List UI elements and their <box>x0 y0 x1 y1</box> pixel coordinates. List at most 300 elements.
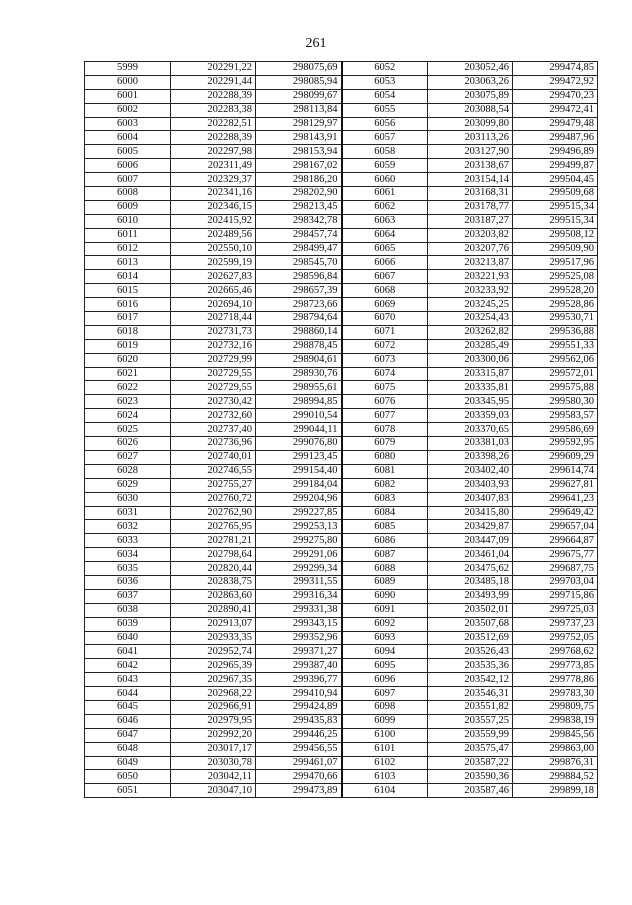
point-number-left-cell: 6045 <box>85 700 171 714</box>
point-number-right-cell: 6058 <box>342 145 428 159</box>
table-row <box>85 617 598 631</box>
y-coordinate-right-cell: 299649,42 <box>513 506 598 520</box>
y-coordinate-right-cell: 299614,74 <box>513 464 598 478</box>
point-number-left-cell: 6042 <box>85 659 171 673</box>
point-number-right-cell: 6059 <box>342 159 428 173</box>
point-number-left-cell: 6032 <box>85 520 171 534</box>
x-coordinate-right-cell: 203415,80 <box>428 506 513 520</box>
point-number-right-cell: 6096 <box>342 673 428 687</box>
y-coordinate-left-cell: 298878,45 <box>256 339 342 353</box>
x-coordinate-left-cell: 202346,15 <box>171 200 256 214</box>
y-coordinate-left-cell: 298202,90 <box>256 187 342 201</box>
point-number-left-cell: 6000 <box>85 75 171 89</box>
x-coordinate-right-cell: 203099,80 <box>428 117 513 131</box>
x-coordinate-left-cell: 203047,10 <box>171 784 256 798</box>
table-row <box>85 492 598 506</box>
y-coordinate-right-cell: 299525,08 <box>513 270 598 284</box>
y-coordinate-left-cell: 299410,94 <box>256 687 342 701</box>
x-coordinate-right-cell: 203507,68 <box>428 617 513 631</box>
point-number-right-cell: 6073 <box>342 353 428 367</box>
y-coordinate-right-cell: 299472,41 <box>513 103 598 117</box>
x-coordinate-right-cell: 203315,87 <box>428 367 513 381</box>
y-coordinate-right-cell: 299472,92 <box>513 75 598 89</box>
table-row <box>85 756 598 770</box>
y-coordinate-right-cell: 299725,03 <box>513 603 598 617</box>
x-coordinate-right-cell: 203178,77 <box>428 200 513 214</box>
point-number-right-cell: 6071 <box>342 325 428 339</box>
x-coordinate-left-cell: 202781,21 <box>171 534 256 548</box>
point-number-left-cell: 6012 <box>85 242 171 256</box>
point-number-right-cell: 6084 <box>342 506 428 520</box>
y-coordinate-left-cell: 299044,11 <box>256 423 342 437</box>
x-coordinate-right-cell: 203168,31 <box>428 187 513 201</box>
point-number-left-cell: 6011 <box>85 228 171 242</box>
y-coordinate-right-cell: 299783,30 <box>513 687 598 701</box>
point-number-left-cell: 6006 <box>85 159 171 173</box>
x-coordinate-right-cell: 203485,18 <box>428 575 513 589</box>
point-number-right-cell: 6053 <box>342 75 428 89</box>
point-number-left-cell: 6046 <box>85 714 171 728</box>
point-number-left-cell: 6050 <box>85 770 171 784</box>
table-row <box>85 548 598 562</box>
x-coordinate-left-cell: 202732,16 <box>171 339 256 353</box>
page-number: 261 <box>305 36 327 51</box>
y-coordinate-right-cell: 299809,75 <box>513 700 598 714</box>
y-coordinate-left-cell: 299275,80 <box>256 534 342 548</box>
y-coordinate-left-cell: 299343,15 <box>256 617 342 631</box>
y-coordinate-right-cell: 299838,19 <box>513 714 598 728</box>
x-coordinate-right-cell: 203381,03 <box>428 437 513 451</box>
table-row <box>85 631 598 645</box>
point-number-right-cell: 6087 <box>342 548 428 562</box>
table-row <box>85 645 598 659</box>
point-number-left-cell: 6014 <box>85 270 171 284</box>
table-row <box>85 423 598 437</box>
x-coordinate-left-cell: 202729,99 <box>171 353 256 367</box>
point-number-right-cell: 6057 <box>342 131 428 145</box>
table-row <box>85 395 598 409</box>
point-number-right-cell: 6091 <box>342 603 428 617</box>
point-number-right-cell: 6101 <box>342 742 428 756</box>
x-coordinate-left-cell: 202311,49 <box>171 159 256 173</box>
point-number-left-cell: 6025 <box>85 423 171 437</box>
y-coordinate-right-cell: 299470,23 <box>513 89 598 103</box>
y-coordinate-left-cell: 299010,54 <box>256 409 342 423</box>
point-number-left-cell: 6027 <box>85 450 171 464</box>
point-number-right-cell: 6095 <box>342 659 428 673</box>
x-coordinate-right-cell: 203398,26 <box>428 450 513 464</box>
point-number-right-cell: 6090 <box>342 589 428 603</box>
x-coordinate-left-cell: 202718,44 <box>171 312 256 326</box>
table-row <box>85 575 598 589</box>
table-row <box>85 437 598 451</box>
x-coordinate-left-cell: 202415,92 <box>171 214 256 228</box>
x-coordinate-left-cell: 202967,35 <box>171 673 256 687</box>
x-coordinate-right-cell: 203535,36 <box>428 659 513 673</box>
x-coordinate-right-cell: 203359,03 <box>428 409 513 423</box>
point-number-left-cell: 6016 <box>85 298 171 312</box>
x-coordinate-left-cell: 202798,64 <box>171 548 256 562</box>
point-number-left-cell: 6036 <box>85 575 171 589</box>
point-number-right-cell: 6068 <box>342 284 428 298</box>
y-coordinate-right-cell: 299528,86 <box>513 298 598 312</box>
table-row <box>85 742 598 756</box>
y-coordinate-left-cell: 299291,06 <box>256 548 342 562</box>
table-row <box>85 173 598 187</box>
table-row <box>85 659 598 673</box>
x-coordinate-right-cell: 203345,95 <box>428 395 513 409</box>
x-coordinate-right-cell: 203429,87 <box>428 520 513 534</box>
y-coordinate-left-cell: 299331,38 <box>256 603 342 617</box>
table-row <box>85 312 598 326</box>
x-coordinate-right-cell: 203154,14 <box>428 173 513 187</box>
x-coordinate-left-cell: 202283,38 <box>171 103 256 117</box>
x-coordinate-left-cell: 202731,73 <box>171 325 256 339</box>
y-coordinate-right-cell: 299627,81 <box>513 478 598 492</box>
y-coordinate-right-cell: 299687,75 <box>513 562 598 576</box>
point-number-right-cell: 6097 <box>342 687 428 701</box>
x-coordinate-right-cell: 203221,93 <box>428 270 513 284</box>
point-number-left-cell: 6019 <box>85 339 171 353</box>
table-row <box>85 242 598 256</box>
y-coordinate-left-cell: 299311,55 <box>256 575 342 589</box>
point-number-left-cell: 6028 <box>85 464 171 478</box>
point-number-right-cell: 6067 <box>342 270 428 284</box>
x-coordinate-right-cell: 203590,36 <box>428 770 513 784</box>
y-coordinate-left-cell: 299470,66 <box>256 770 342 784</box>
point-number-left-cell: 6037 <box>85 589 171 603</box>
y-coordinate-left-cell: 298143,91 <box>256 131 342 145</box>
x-coordinate-right-cell: 203587,22 <box>428 756 513 770</box>
x-coordinate-left-cell: 202729,55 <box>171 381 256 395</box>
point-number-right-cell: 6063 <box>342 214 428 228</box>
x-coordinate-left-cell: 202694,10 <box>171 298 256 312</box>
point-number-left-cell: 6017 <box>85 312 171 326</box>
x-coordinate-right-cell: 203559,99 <box>428 728 513 742</box>
point-number-right-cell: 6054 <box>342 89 428 103</box>
point-number-right-cell: 6079 <box>342 437 428 451</box>
y-coordinate-right-cell: 299664,87 <box>513 534 598 548</box>
table-row <box>85 214 598 228</box>
point-number-right-cell: 6080 <box>342 450 428 464</box>
y-coordinate-left-cell: 298657,39 <box>256 284 342 298</box>
point-number-left-cell: 6031 <box>85 506 171 520</box>
y-coordinate-right-cell: 299572,01 <box>513 367 598 381</box>
y-coordinate-right-cell: 299884,52 <box>513 770 598 784</box>
x-coordinate-left-cell: 202765,95 <box>171 520 256 534</box>
y-coordinate-left-cell: 298153,94 <box>256 145 342 159</box>
y-coordinate-left-cell: 299387,40 <box>256 659 342 673</box>
point-number-right-cell: 6075 <box>342 381 428 395</box>
y-coordinate-left-cell: 298213,45 <box>256 200 342 214</box>
x-coordinate-right-cell: 203587,46 <box>428 784 513 798</box>
y-coordinate-right-cell: 299504,45 <box>513 173 598 187</box>
y-coordinate-right-cell: 299509,90 <box>513 242 598 256</box>
point-number-left-cell: 6009 <box>85 200 171 214</box>
point-number-left-cell: 6038 <box>85 603 171 617</box>
point-number-left-cell: 6048 <box>85 742 171 756</box>
y-coordinate-left-cell: 299371,27 <box>256 645 342 659</box>
x-coordinate-left-cell: 202730,42 <box>171 395 256 409</box>
table-row <box>85 284 598 298</box>
y-coordinate-right-cell: 299509,68 <box>513 187 598 201</box>
point-number-left-cell: 6001 <box>85 89 171 103</box>
table-row <box>85 159 598 173</box>
point-number-right-cell: 6082 <box>342 478 428 492</box>
y-coordinate-left-cell: 299253,13 <box>256 520 342 534</box>
point-number-left-cell: 5999 <box>85 62 171 76</box>
y-coordinate-left-cell: 299352,96 <box>256 631 342 645</box>
y-coordinate-left-cell: 299154,40 <box>256 464 342 478</box>
y-coordinate-right-cell: 299845,56 <box>513 728 598 742</box>
table-row <box>85 450 598 464</box>
y-coordinate-right-cell: 299515,34 <box>513 214 598 228</box>
table-row <box>85 520 598 534</box>
point-number-left-cell: 6018 <box>85 325 171 339</box>
y-coordinate-right-cell: 299768,62 <box>513 645 598 659</box>
point-number-right-cell: 6103 <box>342 770 428 784</box>
point-number-right-cell: 6099 <box>342 714 428 728</box>
x-coordinate-left-cell: 202820,44 <box>171 562 256 576</box>
x-coordinate-left-cell: 202627,83 <box>171 270 256 284</box>
x-coordinate-left-cell: 202760,72 <box>171 492 256 506</box>
y-coordinate-left-cell: 298545,70 <box>256 256 342 270</box>
y-coordinate-left-cell: 298994,85 <box>256 395 342 409</box>
table-row <box>85 784 598 798</box>
coordinates-table-body <box>85 62 598 798</box>
x-coordinate-right-cell: 203526,43 <box>428 645 513 659</box>
table-row <box>85 409 598 423</box>
point-number-right-cell: 6088 <box>342 562 428 576</box>
y-coordinate-right-cell: 299899,18 <box>513 784 598 798</box>
x-coordinate-left-cell: 202282,51 <box>171 117 256 131</box>
y-coordinate-right-cell: 299580,30 <box>513 395 598 409</box>
point-number-left-cell: 6043 <box>85 673 171 687</box>
y-coordinate-right-cell: 299592,95 <box>513 437 598 451</box>
x-coordinate-left-cell: 202965,39 <box>171 659 256 673</box>
y-coordinate-left-cell: 298794,64 <box>256 312 342 326</box>
y-coordinate-left-cell: 298955,61 <box>256 381 342 395</box>
point-number-left-cell: 6024 <box>85 409 171 423</box>
point-number-left-cell: 6015 <box>85 284 171 298</box>
x-coordinate-left-cell: 202341,16 <box>171 187 256 201</box>
y-coordinate-right-cell: 299536,88 <box>513 325 598 339</box>
table-row <box>85 728 598 742</box>
point-number-right-cell: 6083 <box>342 492 428 506</box>
y-coordinate-right-cell: 299515,34 <box>513 200 598 214</box>
table-row <box>85 89 598 103</box>
x-coordinate-right-cell: 203493,99 <box>428 589 513 603</box>
y-coordinate-left-cell: 298129,97 <box>256 117 342 131</box>
x-coordinate-left-cell: 202992,20 <box>171 728 256 742</box>
x-coordinate-left-cell: 202913,07 <box>171 617 256 631</box>
x-coordinate-right-cell: 203233,92 <box>428 284 513 298</box>
point-number-right-cell: 6085 <box>342 520 428 534</box>
y-coordinate-left-cell: 298075,69 <box>256 62 342 76</box>
table-row <box>85 200 598 214</box>
table-row <box>85 145 598 159</box>
y-coordinate-right-cell: 299487,96 <box>513 131 598 145</box>
table-row <box>85 75 598 89</box>
x-coordinate-left-cell: 202740,01 <box>171 450 256 464</box>
table-row <box>85 62 598 76</box>
point-number-left-cell: 6039 <box>85 617 171 631</box>
point-number-left-cell: 6007 <box>85 173 171 187</box>
x-coordinate-right-cell: 203213,87 <box>428 256 513 270</box>
point-number-left-cell: 6035 <box>85 562 171 576</box>
point-number-right-cell: 6052 <box>342 62 428 76</box>
y-coordinate-left-cell: 298342,78 <box>256 214 342 228</box>
x-coordinate-left-cell: 202736,96 <box>171 437 256 451</box>
x-coordinate-left-cell: 202297,98 <box>171 145 256 159</box>
table-row <box>85 603 598 617</box>
y-coordinate-left-cell: 299299,34 <box>256 562 342 576</box>
y-coordinate-right-cell: 299508,12 <box>513 228 598 242</box>
x-coordinate-right-cell: 203075,89 <box>428 89 513 103</box>
x-coordinate-right-cell: 203447,09 <box>428 534 513 548</box>
point-number-right-cell: 6100 <box>342 728 428 742</box>
y-coordinate-left-cell: 299123,45 <box>256 450 342 464</box>
y-coordinate-right-cell: 299562,06 <box>513 353 598 367</box>
x-coordinate-left-cell: 203017,17 <box>171 742 256 756</box>
x-coordinate-right-cell: 203403,93 <box>428 478 513 492</box>
x-coordinate-left-cell: 202665,46 <box>171 284 256 298</box>
point-number-left-cell: 6044 <box>85 687 171 701</box>
x-coordinate-left-cell: 202291,44 <box>171 75 256 89</box>
x-coordinate-left-cell: 202550,10 <box>171 242 256 256</box>
x-coordinate-left-cell: 202838,75 <box>171 575 256 589</box>
x-coordinate-right-cell: 203285,49 <box>428 339 513 353</box>
y-coordinate-left-cell: 298167,02 <box>256 159 342 173</box>
point-number-right-cell: 6078 <box>342 423 428 437</box>
x-coordinate-left-cell: 202746,55 <box>171 464 256 478</box>
y-coordinate-right-cell: 299528,20 <box>513 284 598 298</box>
coordinates-table-container <box>84 61 597 798</box>
x-coordinate-right-cell: 203187,27 <box>428 214 513 228</box>
y-coordinate-left-cell: 299461,07 <box>256 756 342 770</box>
x-coordinate-right-cell: 203207,76 <box>428 242 513 256</box>
table-row <box>85 562 598 576</box>
y-coordinate-right-cell: 299496,89 <box>513 145 598 159</box>
point-number-right-cell: 6081 <box>342 464 428 478</box>
point-number-left-cell: 6040 <box>85 631 171 645</box>
table-row <box>85 325 598 339</box>
y-coordinate-left-cell: 298499,47 <box>256 242 342 256</box>
table-row <box>85 687 598 701</box>
y-coordinate-right-cell: 299609,29 <box>513 450 598 464</box>
x-coordinate-right-cell: 203254,43 <box>428 312 513 326</box>
x-coordinate-left-cell: 202729,55 <box>171 367 256 381</box>
y-coordinate-left-cell: 298860,14 <box>256 325 342 339</box>
x-coordinate-right-cell: 203370,65 <box>428 423 513 437</box>
point-number-right-cell: 6061 <box>342 187 428 201</box>
table-row <box>85 381 598 395</box>
x-coordinate-left-cell: 202732,60 <box>171 409 256 423</box>
point-number-right-cell: 6069 <box>342 298 428 312</box>
y-coordinate-left-cell: 298113,84 <box>256 103 342 117</box>
y-coordinate-right-cell: 299737,23 <box>513 617 598 631</box>
point-number-left-cell: 6030 <box>85 492 171 506</box>
table-row <box>85 187 598 201</box>
y-coordinate-left-cell: 299396,77 <box>256 673 342 687</box>
y-coordinate-right-cell: 299703,04 <box>513 575 598 589</box>
point-number-left-cell: 6034 <box>85 548 171 562</box>
y-coordinate-right-cell: 299752,05 <box>513 631 598 645</box>
x-coordinate-right-cell: 203512,69 <box>428 631 513 645</box>
y-coordinate-right-cell: 299586,69 <box>513 423 598 437</box>
y-coordinate-right-cell: 299499,87 <box>513 159 598 173</box>
y-coordinate-right-cell: 299715,86 <box>513 589 598 603</box>
table-row <box>85 506 598 520</box>
point-number-right-cell: 6055 <box>342 103 428 117</box>
y-coordinate-right-cell: 299641,23 <box>513 492 598 506</box>
point-number-right-cell: 6104 <box>342 784 428 798</box>
x-coordinate-left-cell: 202933,35 <box>171 631 256 645</box>
x-coordinate-left-cell: 203042,11 <box>171 770 256 784</box>
x-coordinate-right-cell: 203502,01 <box>428 603 513 617</box>
x-coordinate-right-cell: 203461,04 <box>428 548 513 562</box>
x-coordinate-left-cell: 202863,60 <box>171 589 256 603</box>
table-row <box>85 256 598 270</box>
table-row <box>85 117 598 131</box>
point-number-right-cell: 6094 <box>342 645 428 659</box>
y-coordinate-right-cell: 299863,00 <box>513 742 598 756</box>
y-coordinate-right-cell: 299530,71 <box>513 312 598 326</box>
y-coordinate-right-cell: 299583,57 <box>513 409 598 423</box>
x-coordinate-left-cell: 202489,56 <box>171 228 256 242</box>
y-coordinate-left-cell: 299204,96 <box>256 492 342 506</box>
coordinates-table <box>84 61 598 798</box>
y-coordinate-left-cell: 299227,85 <box>256 506 342 520</box>
point-number-right-cell: 6074 <box>342 367 428 381</box>
point-number-left-cell: 6026 <box>85 437 171 451</box>
y-coordinate-left-cell: 298930,76 <box>256 367 342 381</box>
point-number-left-cell: 6003 <box>85 117 171 131</box>
x-coordinate-left-cell: 202952,74 <box>171 645 256 659</box>
x-coordinate-right-cell: 203551,82 <box>428 700 513 714</box>
table-row <box>85 534 598 548</box>
y-coordinate-right-cell: 299517,96 <box>513 256 598 270</box>
table-row <box>85 228 598 242</box>
y-coordinate-right-cell: 299778,86 <box>513 673 598 687</box>
point-number-right-cell: 6056 <box>342 117 428 131</box>
x-coordinate-left-cell: 202755,27 <box>171 478 256 492</box>
point-number-left-cell: 6010 <box>85 214 171 228</box>
x-coordinate-left-cell: 202737,40 <box>171 423 256 437</box>
point-number-right-cell: 6077 <box>342 409 428 423</box>
table-row <box>85 478 598 492</box>
point-number-right-cell: 6098 <box>342 700 428 714</box>
table-row <box>85 673 598 687</box>
x-coordinate-right-cell: 203245,25 <box>428 298 513 312</box>
x-coordinate-right-cell: 203113,26 <box>428 131 513 145</box>
x-coordinate-right-cell: 203052,46 <box>428 62 513 76</box>
point-number-left-cell: 6008 <box>85 187 171 201</box>
y-coordinate-left-cell: 298596,84 <box>256 270 342 284</box>
x-coordinate-right-cell: 203138,67 <box>428 159 513 173</box>
x-coordinate-left-cell: 202599,19 <box>171 256 256 270</box>
x-coordinate-left-cell: 202979,95 <box>171 714 256 728</box>
point-number-right-cell: 6070 <box>342 312 428 326</box>
x-coordinate-right-cell: 203262,82 <box>428 325 513 339</box>
y-coordinate-right-cell: 299675,77 <box>513 548 598 562</box>
table-row <box>85 367 598 381</box>
point-number-left-cell: 6051 <box>85 784 171 798</box>
x-coordinate-left-cell: 202968,22 <box>171 687 256 701</box>
x-coordinate-left-cell: 202329,37 <box>171 173 256 187</box>
y-coordinate-right-cell: 299575,88 <box>513 381 598 395</box>
x-coordinate-left-cell: 202288,39 <box>171 89 256 103</box>
